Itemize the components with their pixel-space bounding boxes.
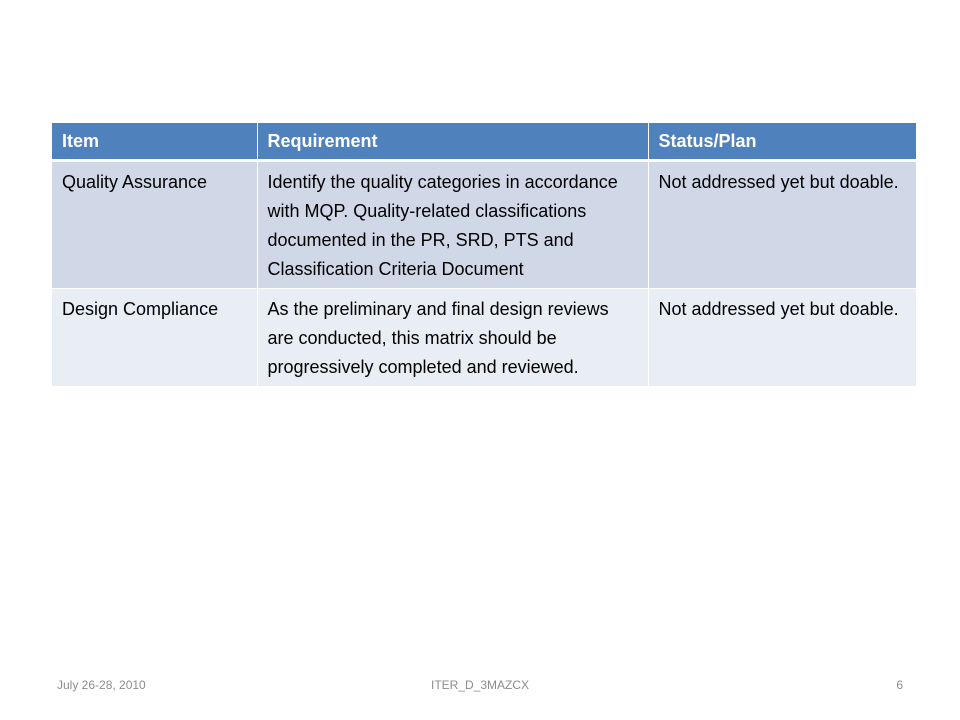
- table-row: [52, 289, 916, 387]
- cell-item: Design Compliance: [52, 289, 257, 387]
- cell-status: Not addressed yet but doable.: [648, 289, 916, 387]
- column-header-item: Item: [52, 123, 257, 161]
- column-header-requirement: Requirement: [257, 123, 648, 161]
- table-row: [52, 161, 916, 289]
- cell-requirement: As the preliminary and final design reviews are conducted, this matrix should be progressively completed and reviewed.: [257, 289, 648, 387]
- footer-document-id: ITER_D_3MAZCX: [430, 678, 530, 692]
- requirements-table: [52, 123, 916, 387]
- cell-requirement: Identify the quality categories in accordance with MQP. Quality-related classifications documented in the PR, SRD, PTS and Classification Criteria Document: [257, 161, 648, 289]
- column-header-status-plan: Status/Plan: [648, 123, 916, 161]
- footer-page-number: 6: [896, 678, 903, 692]
- cell-item: Quality Assurance: [52, 161, 257, 289]
- footer-date: July 26-28, 2010: [57, 678, 146, 692]
- table-header-row: [52, 123, 916, 161]
- cell-status: Not addressed yet but doable.: [648, 161, 916, 289]
